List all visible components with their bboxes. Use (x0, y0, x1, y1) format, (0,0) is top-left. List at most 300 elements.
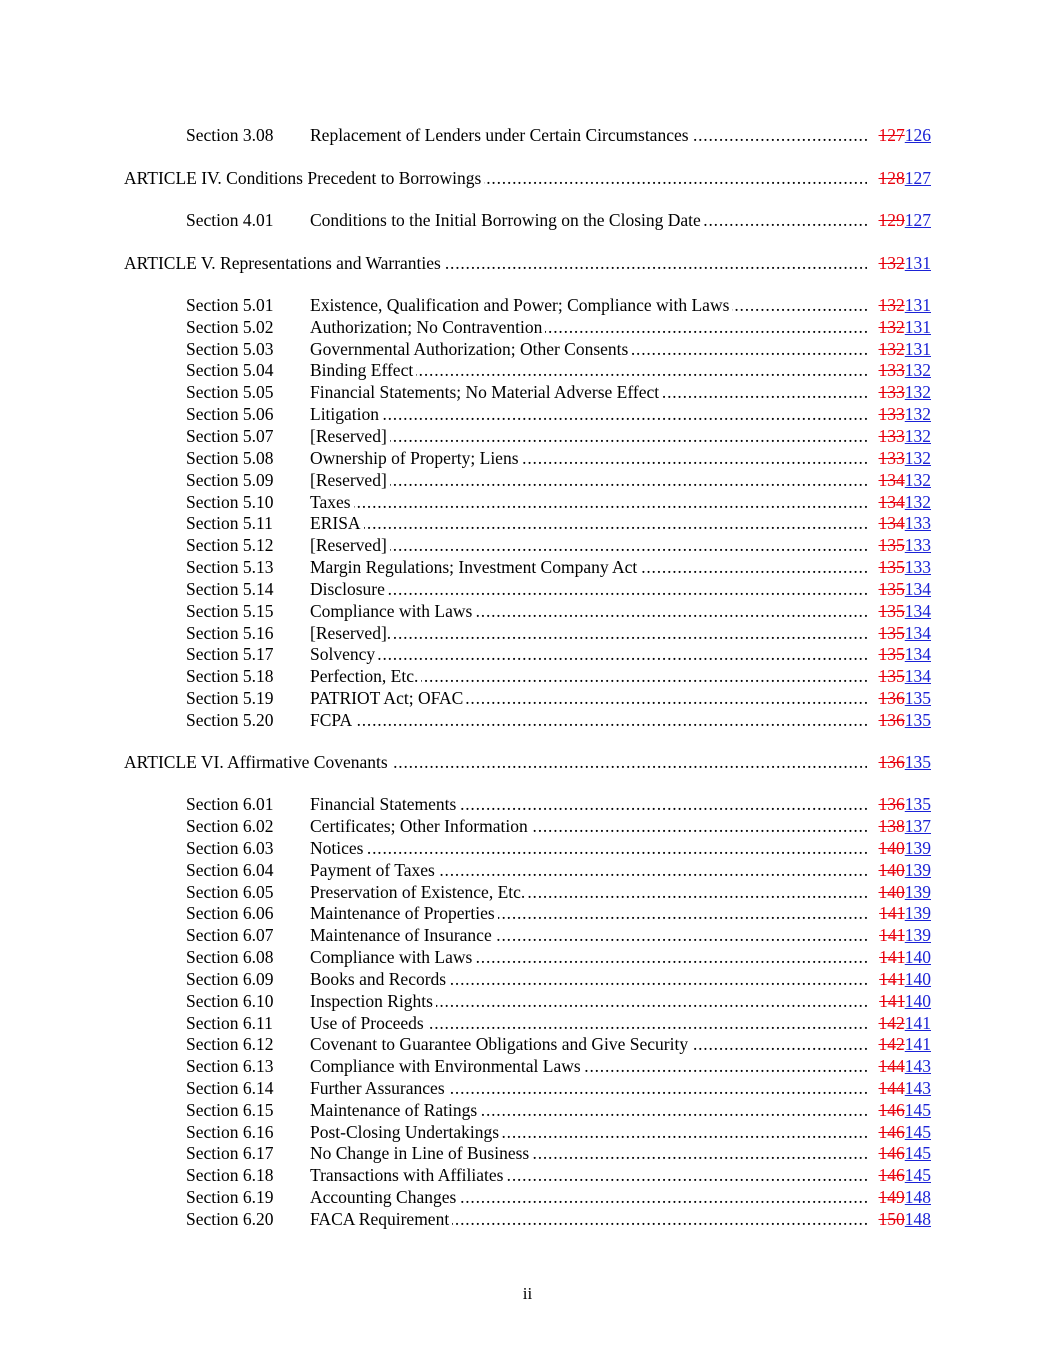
section-number: Section 5.14 (186, 579, 274, 599)
toc-section-entry (186, 512, 931, 534)
deleted-page-number: 135 (878, 535, 905, 555)
section-number: Section 5.18 (186, 666, 274, 686)
toc-article-entry (124, 252, 931, 274)
section-number: Section 6.11 (186, 1013, 273, 1033)
section-number: Section 6.07 (186, 925, 274, 945)
section-title: FCPA (310, 710, 355, 730)
dot-leader (310, 338, 867, 360)
toc-section-entry (186, 687, 931, 709)
dot-leader (310, 512, 867, 534)
page-reference (879, 381, 932, 403)
toc-section-entry (186, 815, 931, 837)
deleted-page-number: 132 (878, 317, 905, 337)
dot-leader (310, 1164, 867, 1186)
inserted-page-link[interactable]: 141 (904, 1034, 931, 1054)
dot-leader (310, 491, 867, 513)
toc-section-entry (186, 946, 931, 968)
section-title: Authorization; No Contravention (310, 317, 545, 337)
deleted-page-number: 140 (878, 860, 905, 880)
section-number: Section 6.14 (186, 1078, 274, 1098)
section-number: Section 5.02 (186, 317, 274, 337)
section-title: Post-Closing Undertakings (310, 1122, 502, 1142)
deleted-page-number: 134 (878, 470, 905, 490)
toc-section-entry (186, 600, 931, 622)
toc-section-entry (186, 124, 931, 146)
dot-leader (310, 1055, 867, 1077)
dot-leader (310, 968, 867, 990)
dot-leader (310, 665, 867, 687)
deleted-page-number: 141 (879, 969, 905, 989)
section-title: [Reserved] (310, 535, 390, 555)
deleted-page-number: 133 (878, 426, 905, 446)
inserted-page-link[interactable]: 132 (904, 470, 931, 490)
section-title: [Reserved]. (310, 623, 394, 643)
section-number: Section 3.08 (186, 125, 274, 145)
deleted-page-number: 142 (878, 1034, 905, 1054)
section-number: Section 6.12 (186, 1034, 274, 1054)
toc-section-entry (186, 359, 931, 381)
inserted-page-link[interactable]: 133 (904, 513, 931, 533)
page-reference (879, 1099, 932, 1121)
page-reference (879, 403, 932, 425)
dot-leader (124, 167, 867, 189)
deleted-page-number: 144 (878, 1078, 905, 1098)
toc-section-entry (186, 316, 931, 338)
dot-leader (310, 403, 867, 425)
toc-section-entry (186, 1208, 931, 1230)
page-reference (879, 491, 932, 513)
page-reference (879, 124, 932, 146)
deleted-page-number: 150 (878, 1209, 905, 1229)
inserted-page-link[interactable]: 133 (904, 535, 931, 555)
inserted-page-link[interactable]: 127 (904, 168, 931, 188)
deleted-page-number: 149 (878, 1187, 905, 1207)
dot-leader (310, 124, 867, 146)
section-number: Section 6.20 (186, 1209, 274, 1229)
dot-leader (310, 1033, 867, 1055)
section-number: Section 5.05 (186, 382, 274, 402)
page-reference (879, 1055, 932, 1077)
page-reference (879, 209, 932, 231)
deleted-page-number: 141 (879, 903, 905, 923)
page-reference (879, 1208, 932, 1230)
section-title: Existence, Qualification and Power; Compliance with Laws (310, 295, 732, 315)
section-number: Section 6.19 (186, 1187, 274, 1207)
page-reference (879, 751, 932, 773)
section-title: Replacement of Lenders under Certain Circumstances (310, 125, 692, 145)
section-number: Section 6.13 (186, 1056, 274, 1076)
toc-section-entry (186, 1186, 931, 1208)
deleted-page-number: 140 (878, 882, 905, 902)
dot-leader (310, 1099, 867, 1121)
section-title: ERISA (310, 513, 364, 533)
page-reference (879, 447, 932, 469)
dot-leader (310, 209, 867, 231)
page-reference (879, 815, 932, 837)
dot-leader (310, 643, 867, 665)
deleted-page-number: 136 (878, 794, 905, 814)
section-number: Section 5.11 (186, 513, 273, 533)
section-number: Section 6.17 (186, 1143, 274, 1163)
inserted-page-link[interactable]: 139 (904, 860, 931, 880)
toc-article-entry (124, 167, 931, 189)
inserted-page-link[interactable]: 140 (904, 947, 931, 967)
section-number: Section 6.08 (186, 947, 274, 967)
page-reference (879, 600, 932, 622)
inserted-page-link[interactable]: 140 (904, 969, 931, 989)
section-title: Litigation (310, 404, 382, 424)
section-number: Section 5.01 (186, 295, 274, 315)
inserted-page-link[interactable]: 134 (904, 644, 931, 664)
page-reference (879, 902, 931, 924)
section-title: Ownership of Property; Liens (310, 448, 522, 468)
section-title: FACA Requirement (310, 1209, 452, 1229)
page-reference (879, 859, 932, 881)
section-title: Margin Regulations; Investment Company Act (310, 557, 640, 577)
deleted-page-number: 133 (878, 404, 905, 424)
inserted-page-link[interactable]: 132 (904, 382, 931, 402)
deleted-page-number: 133 (878, 382, 905, 402)
section-number: Section 5.20 (186, 710, 274, 730)
page-reference (879, 665, 932, 687)
inserted-page-link[interactable]: 145 (904, 1143, 931, 1163)
inserted-page-link[interactable]: 133 (904, 557, 931, 577)
section-title: Compliance with Laws (310, 947, 475, 967)
toc-section-entry (186, 924, 931, 946)
page-reference (879, 924, 931, 946)
inserted-page-link[interactable]: 145 (904, 1122, 931, 1142)
deleted-page-number: 144 (878, 1056, 905, 1076)
section-number: Section 6.06 (186, 903, 274, 923)
section-title: Maintenance of Insurance (310, 925, 495, 945)
inserted-page-link[interactable]: 127 (904, 210, 931, 230)
section-title: [Reserved] (310, 426, 390, 446)
toc-section-entry (186, 859, 931, 881)
page-reference (879, 837, 932, 859)
page-reference (879, 512, 932, 534)
dot-leader (310, 622, 867, 644)
deleted-page-number: 138 (878, 816, 905, 836)
section-number: Section 5.03 (186, 339, 274, 359)
deleted-page-number: 132 (878, 253, 905, 273)
dot-leader (310, 1012, 867, 1034)
section-title: Solvency (310, 644, 378, 664)
dot-leader (310, 425, 867, 447)
deleted-page-number: 134 (878, 492, 905, 512)
deleted-page-number: 133 (878, 448, 905, 468)
deleted-page-number: 146 (878, 1143, 905, 1163)
toc-section-entry (186, 534, 931, 556)
inserted-page-link[interactable]: 135 (904, 688, 931, 708)
section-number: Section 5.17 (186, 644, 274, 664)
toc-section-entry (186, 556, 931, 578)
page-reference (879, 1033, 932, 1055)
dot-leader (310, 316, 867, 338)
deleted-page-number: 140 (878, 838, 905, 858)
section-number: Section 5.19 (186, 688, 274, 708)
toc-section-entry (186, 1142, 931, 1164)
toc-section-entry (186, 622, 931, 644)
inserted-page-link[interactable]: 131 (904, 295, 931, 315)
toc-section-entry (186, 1077, 931, 1099)
section-number: Section 6.04 (186, 860, 274, 880)
deleted-page-number: 127 (878, 125, 905, 145)
dot-leader (310, 1077, 867, 1099)
toc-section-entry (186, 1164, 931, 1186)
page-reference (879, 709, 932, 731)
inserted-page-link[interactable]: 134 (904, 623, 931, 643)
page-reference (879, 338, 932, 360)
toc-section-entry (186, 837, 931, 859)
inserted-page-link[interactable]: 131 (904, 253, 931, 273)
dot-leader (310, 1121, 867, 1143)
section-number: Section 6.02 (186, 816, 274, 836)
deleted-page-number: 129 (878, 210, 905, 230)
page-reference (879, 793, 932, 815)
section-title: Disclosure (310, 579, 388, 599)
dot-leader (310, 946, 867, 968)
inserted-page-link[interactable]: 132 (904, 426, 931, 446)
section-number: Section 5.06 (186, 404, 274, 424)
dot-leader (310, 1186, 867, 1208)
section-title: Conditions to the Initial Borrowing on the Closing Date (310, 210, 704, 230)
page-reference (879, 469, 932, 491)
dot-leader (310, 859, 867, 881)
deleted-page-number: 135 (878, 623, 905, 643)
section-title: Transactions with Affiliates (310, 1165, 506, 1185)
toc-section-entry (186, 491, 931, 513)
page-reference (879, 881, 932, 903)
section-number: Section 5.16 (186, 623, 274, 643)
section-title: Maintenance of Properties (310, 903, 498, 923)
section-title: Certificates; Other Information (310, 816, 531, 836)
article-title: ARTICLE VI. Affirmative Covenants (124, 752, 391, 772)
page-reference (879, 316, 932, 338)
inserted-page-link[interactable]: 145 (904, 1165, 931, 1185)
section-number: Section 6.03 (186, 838, 274, 858)
dot-leader (310, 447, 867, 469)
toc-section-entry (186, 469, 931, 491)
page-reference (879, 294, 932, 316)
section-number: Section 5.13 (186, 557, 274, 577)
inserted-page-link[interactable]: 134 (904, 601, 931, 621)
page-reference (879, 687, 932, 709)
dot-leader (310, 1208, 867, 1230)
inserted-page-link[interactable]: 135 (904, 752, 931, 772)
section-title: Financial Statements; No Material Adverse Effect (310, 382, 662, 402)
section-title: Financial Statements (310, 794, 459, 814)
section-title: Binding Effect (310, 360, 416, 380)
inserted-page-link[interactable]: 131 (904, 339, 931, 359)
page-reference (879, 1121, 932, 1143)
toc-section-entry (186, 968, 931, 990)
deleted-page-number: 132 (878, 295, 905, 315)
section-title: Further Assurances (310, 1078, 448, 1098)
deleted-page-number: 146 (878, 1100, 905, 1120)
inserted-page-link[interactable]: 143 (904, 1056, 931, 1076)
section-number: Section 5.07 (186, 426, 274, 446)
page-reference (879, 622, 932, 644)
section-title: Use of Proceeds (310, 1013, 427, 1033)
page-reference (879, 1186, 932, 1208)
inserted-page-link[interactable]: 139 (904, 838, 931, 858)
toc-section-entry (186, 1033, 931, 1055)
inserted-page-link[interactable]: 139 (904, 882, 931, 902)
inserted-page-link[interactable]: 141 (904, 1013, 931, 1033)
inserted-page-link[interactable]: 135 (904, 794, 931, 814)
section-title: Compliance with Environmental Laws (310, 1056, 584, 1076)
deleted-page-number: 141 (879, 925, 905, 945)
toc-section-entry (186, 990, 931, 1012)
inserted-page-link[interactable]: 139 (904, 925, 931, 945)
deleted-page-number: 134 (878, 513, 905, 533)
toc-section-entry (186, 447, 931, 469)
section-number: Section 5.15 (186, 601, 274, 621)
dot-leader (310, 924, 867, 946)
dot-leader (310, 294, 867, 316)
inserted-page-link[interactable]: 134 (904, 579, 931, 599)
inserted-page-link[interactable]: 131 (904, 317, 931, 337)
deleted-page-number: 135 (878, 666, 905, 686)
section-title: Compliance with Laws (310, 601, 475, 621)
page-number: ii (522, 1284, 533, 1303)
toc-section-entry (186, 709, 931, 731)
dot-leader (310, 709, 867, 731)
inserted-page-link[interactable]: 126 (904, 125, 931, 145)
page-reference (879, 1077, 932, 1099)
toc-section-entry (186, 578, 931, 600)
section-number: Section 5.08 (186, 448, 274, 468)
section-title: No Change in Line of Business (310, 1143, 532, 1163)
dot-leader (310, 881, 867, 903)
dot-leader (310, 815, 867, 837)
toc-section-entry (186, 338, 931, 360)
section-title: Payment of Taxes (310, 860, 438, 880)
dot-leader (124, 252, 867, 274)
section-number: Section 6.05 (186, 882, 274, 902)
section-number: Section 6.15 (186, 1100, 274, 1120)
section-title: PATRIOT Act; OFAC (310, 688, 466, 708)
inserted-page-link[interactable]: 140 (904, 991, 931, 1011)
toc-article-entry (124, 751, 931, 773)
dot-leader (310, 687, 867, 709)
section-number: Section 6.16 (186, 1122, 274, 1142)
page-reference (879, 425, 932, 447)
section-number: Section 6.10 (186, 991, 274, 1011)
section-title: Perfection, Etc. (310, 666, 421, 686)
inserted-page-link[interactable]: 135 (904, 710, 931, 730)
section-number: Section 4.01 (186, 210, 274, 230)
deleted-page-number: 136 (878, 688, 905, 708)
page-reference (879, 578, 932, 600)
section-title: Books and Records (310, 969, 449, 989)
section-number: Section 5.10 (186, 492, 274, 512)
section-title: Maintenance of Ratings (310, 1100, 480, 1120)
page-reference (879, 990, 931, 1012)
page-reference (879, 946, 931, 968)
section-title: [Reserved] (310, 470, 390, 490)
section-number: Section 5.12 (186, 535, 274, 555)
dot-leader (310, 793, 867, 815)
dot-leader (310, 837, 867, 859)
inserted-page-link[interactable]: 132 (904, 448, 931, 468)
deleted-page-number: 133 (878, 360, 905, 380)
page-reference (879, 643, 932, 665)
deleted-page-number: 135 (878, 579, 905, 599)
toc-section-entry (186, 1012, 931, 1034)
section-number: Section 5.04 (186, 360, 274, 380)
page-reference (879, 167, 932, 189)
dot-leader (310, 600, 867, 622)
dot-leader (310, 469, 867, 491)
dot-leader (310, 1142, 867, 1164)
section-title: Taxes (310, 492, 354, 512)
inserted-page-link[interactable]: 132 (904, 360, 931, 380)
toc-section-entry (186, 793, 931, 815)
toc-section-entry (186, 643, 931, 665)
toc-section-entry (186, 381, 931, 403)
inserted-page-link[interactable]: 148 (904, 1187, 931, 1207)
deleted-page-number: 132 (878, 339, 905, 359)
section-number: Section 5.09 (186, 470, 274, 490)
deleted-page-number: 146 (878, 1165, 905, 1185)
dot-leader (310, 381, 867, 403)
deleted-page-number: 128 (878, 168, 905, 188)
deleted-page-number: 142 (878, 1013, 905, 1033)
inserted-page-link[interactable]: 139 (904, 903, 931, 923)
section-title: Governmental Authorization; Other Consents (310, 339, 631, 359)
section-number: Section 6.09 (186, 969, 274, 989)
section-title: Inspection Rights (310, 991, 436, 1011)
article-title: ARTICLE IV. Conditions Precedent to Borrowings (124, 168, 484, 188)
section-number: Section 6.18 (186, 1165, 274, 1185)
dot-leader (310, 534, 867, 556)
toc-section-entry (186, 902, 931, 924)
dot-leader (310, 556, 867, 578)
section-number: Section 6.01 (186, 794, 274, 814)
deleted-page-number: 136 (878, 752, 905, 772)
inserted-page-link[interactable]: 134 (904, 666, 931, 686)
dot-leader (310, 902, 867, 924)
dot-leader (310, 359, 867, 381)
page-reference (879, 359, 932, 381)
deleted-page-number: 136 (878, 710, 905, 730)
toc-section-entry (186, 294, 931, 316)
section-title: Preservation of Existence, Etc. (310, 882, 528, 902)
page-reference (879, 1164, 932, 1186)
inserted-page-link[interactable]: 132 (904, 404, 931, 424)
article-title: ARTICLE V. Representations and Warranties (124, 253, 444, 273)
page-reference (879, 968, 931, 990)
deleted-page-number: 135 (878, 557, 905, 577)
deleted-page-number: 146 (878, 1122, 905, 1142)
deleted-page-number: 141 (879, 947, 905, 967)
section-title: Notices (310, 838, 366, 858)
inserted-page-link[interactable]: 137 (904, 816, 931, 836)
inserted-page-link[interactable]: 148 (904, 1209, 931, 1229)
page-reference (879, 1142, 932, 1164)
page-reference (879, 556, 932, 578)
page-reference (879, 534, 932, 556)
page-reference (879, 252, 932, 274)
toc-section-entry (186, 1121, 931, 1143)
dot-leader (124, 751, 867, 773)
deleted-page-number: 135 (878, 601, 905, 621)
toc-section-entry (186, 425, 931, 447)
inserted-page-link[interactable]: 143 (904, 1078, 931, 1098)
inserted-page-link[interactable]: 145 (904, 1100, 931, 1120)
inserted-page-link[interactable]: 132 (904, 492, 931, 512)
